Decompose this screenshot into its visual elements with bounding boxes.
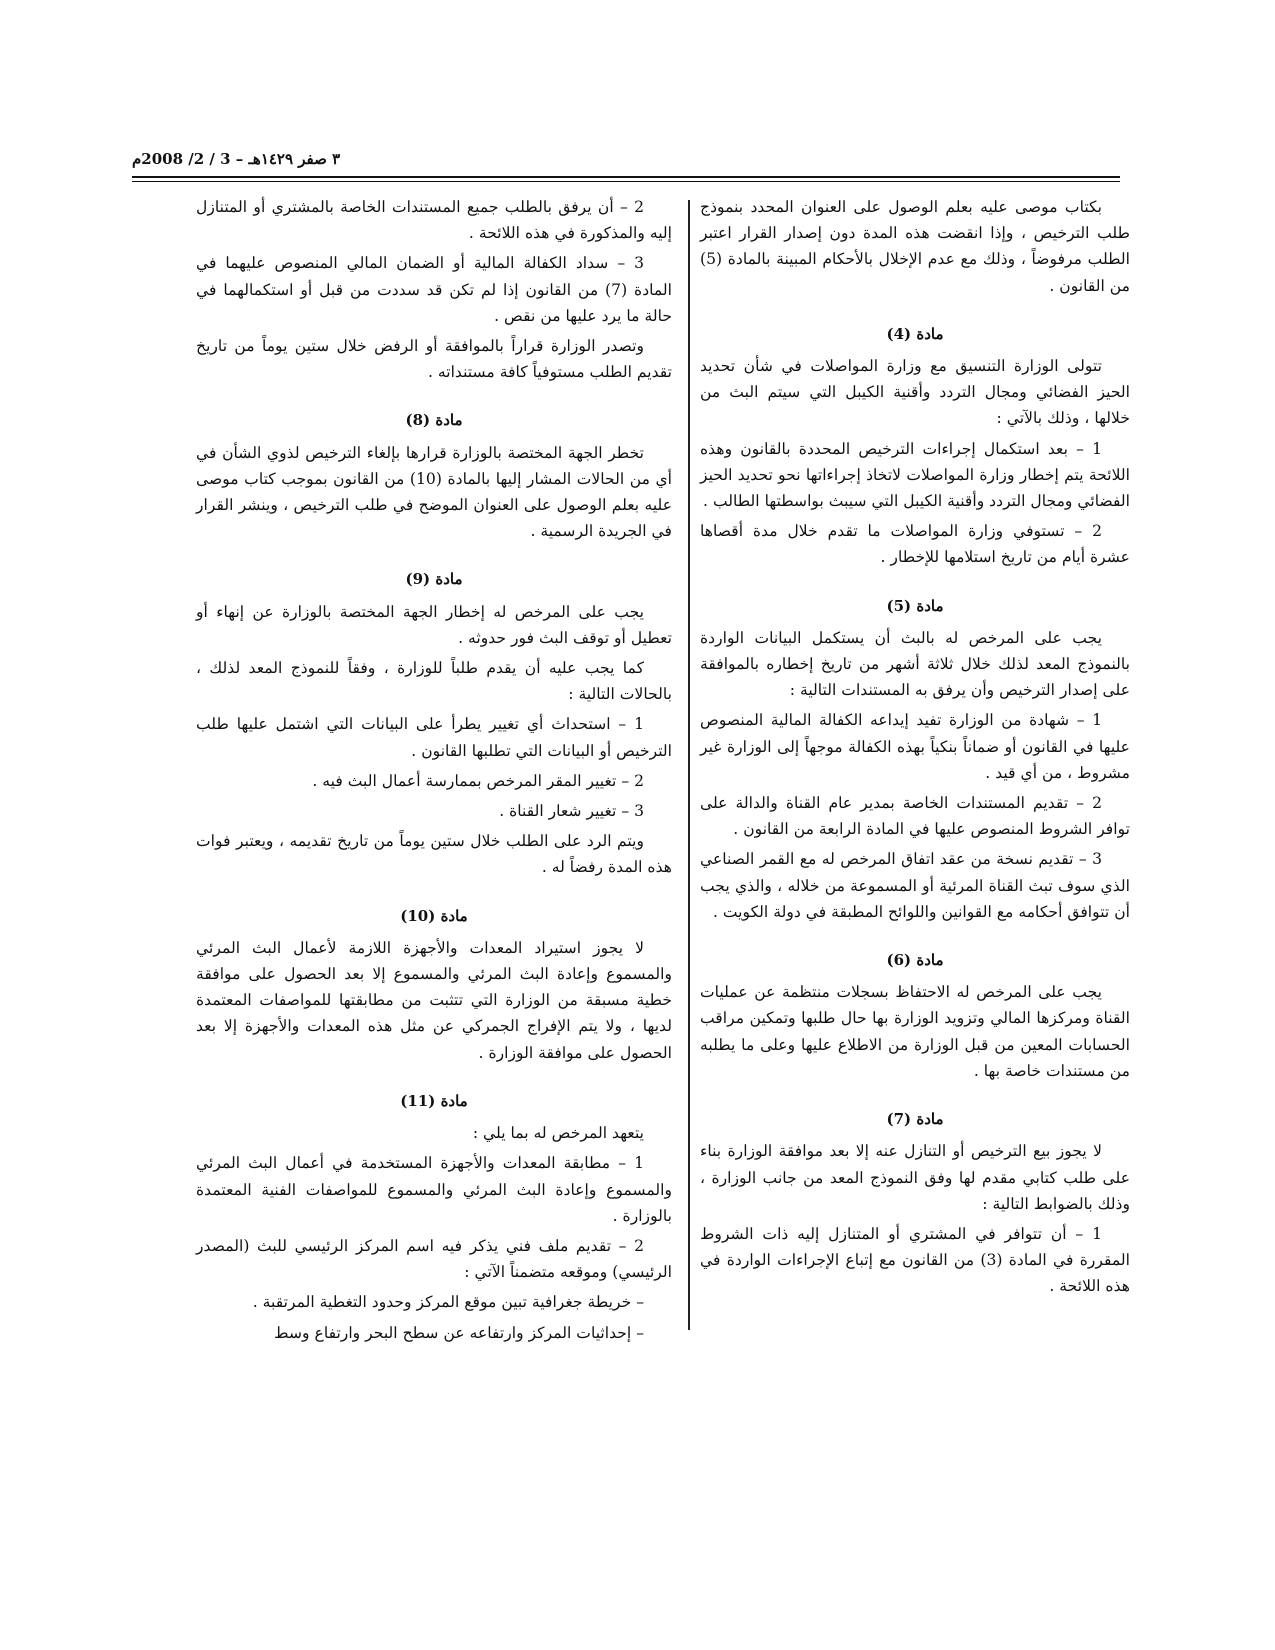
- article-heading: مادة (4): [886, 324, 944, 343]
- paragraph: 3 – سداد الكفالة المالية أو الضمان المالي المنصوص عليهما في المادة (7) من القانون إذا لم تكن قد سددت من قبل أو استكمالهما في حالة ما يرد عليها من نقص .: [196, 254, 672, 325]
- paragraph: 3 – تغيير شعار القناة .: [499, 802, 644, 821]
- paragraph: 2 – تقديم المستندات الخاصة بمدير عام القناة والدالة على توافر الشروط المنصوص عليها في المادة الرابعة من القانون .: [700, 794, 1130, 839]
- article-heading: مادة (9): [405, 570, 463, 589]
- article-heading: مادة (8): [405, 411, 463, 430]
- paragraph: ويتم الرد على الطلب خلال ستين يوماً من تاريخ تقديمه ، ويعتبر فوات هذه المدة رفضاً له .: [196, 832, 672, 877]
- paragraph: 3 – تقديم نسخة من عقد اتفاق المرخص له مع القمر الصناعي الذي سوف تبث القناة المرئية أو المسموعة من خلاله ، والذي يجب أن تتوافق أحكامه مع القوانين واللوائح المطبقة في دولة الكويت .: [700, 850, 1130, 921]
- left-column: [196, 194, 672, 1350]
- right-column: [700, 194, 1130, 1304]
- paragraph: لا يجوز استيراد المعدات والأجهزة اللازمة لأعمال البث المرئي والمسموع وإعادة البث المرئي والمسموع إلا بعد الحصول على موافقة خطية مسبقة من الوزارة التي تتثبت من مطابقتها للمواصفات المعتمدة لديها ، ولا يتم الإفراج الجمركي عن مثل هذه المعدات والأجهزة إلا بعد الحصول على موافقة الوزارة .: [196, 938, 672, 1062]
- article-heading: مادة (10): [400, 906, 468, 925]
- paragraph: 2 – تقديم ملف فني يذكر فيه اسم المركز الرئيسي للبث (المصدر الرئيسي) وموقعه متضمناً الآتي :: [196, 1236, 672, 1282]
- article-heading: مادة (5): [886, 596, 944, 615]
- paragraph: كما يجب عليه أن يقدم طلباً للوزارة ، وفقاً للنموذج المعد لذلك ، بالحالات التالية :: [196, 659, 672, 704]
- paragraph: تتولى الوزارة التنسيق مع وزارة المواصلات في شأن تحديد الحيز الفضائي ومجال التردد وأقنية الكيبل التي سيتم البث من خلالها ، وذلك بالآتي :: [700, 357, 1130, 428]
- paragraph: – خريطة جغرافية تبين موقع المركز وحدود التغطية المرتقبة .: [252, 1293, 644, 1312]
- paragraph: 1 – استحداث أي تغيير يطرأ على البيانات التي اشتمل عليها طلب الترخيص أو البيانات التي تطلبها القانون .: [196, 715, 672, 760]
- paragraph: تخطر الجهة المختصة بالوزارة قرارها بإلغاء الترخيص لذوي الشأن في أي من الحالات المشار إليها بالمادة (10) من القانون بموجب كتاب موصى عليه بعلم الوصول على العنوان الموضح في طلب الترخيص ، وينشر القرار في الجريدة الرسمية .: [196, 443, 672, 541]
- paragraph: 1 – أن تتوافر في المشتري أو المتنازل إليه ذات الشروط المقررة في المادة (3) من القانون مع إتباع الإجراءات الواردة في هذه اللائحة .: [700, 1224, 1130, 1296]
- header-rule-thick: [132, 176, 1120, 178]
- paragraph: 2 – تغيير المقر المرخص بممارسة أعمال البث فيه .: [312, 771, 644, 790]
- paragraph: بكتاب موصى عليه بعلم الوصول على العنوان المحدد بنموذج طلب الترخيص ، وإذا انقضت هذه المدة دون إصدار القرار اعتبر الطلب مرفوضاً ، وذلك مع عدم الإخلال بالأحكام المبينة بالمادة (5) من القانون .: [700, 198, 1130, 295]
- paragraph: يجب على المرخص له الاحتفاظ بسجلات منتظمة عن عمليات القناة ومركزها المالي وتزويد الوزارة بها حال طلبها وتمكين مراقب الحسابات المعين من قبل الوزارة من الاطلاع عليها وعلى ما يطلبه من مستندات خاصة بها .: [700, 983, 1130, 1080]
- paragraph: لا يجوز بيع الترخيص أو التنازل عنه إلا بعد موافقة الوزارة بناء على طلب كتابي مقدم لها وفق النموذج المعد من جانب الوزارة ، وذلك بالضوابط التالية :: [700, 1142, 1131, 1213]
- paragraph: 1 – بعد استكمال إجراءات الترخيص المحددة بالقانون وهذه اللائحة يتم إخطار وزارة المواصلات لاتخاذ إجراءاتها نحو تحديد الحيز الفضائي ومجال التردد وأقنية الكيبل التي سيبث بواسطتها الطالب .: [700, 439, 1130, 511]
- paragraph: 1 – مطابقة المعدات والأجهزة المستخدمة في أعمال البث المرئي والمسموع وإعادة البث المرئي والمسموع للمواصفات الفنية المعتمدة بالوزارة .: [196, 1154, 672, 1225]
- paragraph: 1 – شهادة من الوزارة تفيد إيداعه الكفالة المالية المنصوص عليها في القانون أو ضماناً بنكياً بهذه الكفالة موجهاً إلى الوزارة غير مشروط ، من أي قيد .: [700, 711, 1130, 782]
- paragraph: وتصدر الوزارة قراراً بالموافقة أو الرفض خلال ستين يوماً من تاريخ تقديم الطلب مستوفياً كافة مستنداته .: [196, 337, 672, 382]
- paragraph: يجب على المرخص له إخطار الجهة المختصة بالوزارة عن إنهاء أو تعطيل أو توقف البث فور حدوثه .: [196, 602, 672, 647]
- header-rule-thin: [132, 181, 1120, 182]
- paragraph: يتعهد المرخص له بما يلي :: [472, 1124, 644, 1143]
- article-heading: مادة (7): [886, 1110, 944, 1129]
- column-divider: [688, 200, 690, 1330]
- paragraph: 2 – تستوفي وزارة المواصلات ما تقدم خلال مدة أقصاها عشرة أيام من تاريخ استلامها للإخطار .: [700, 522, 1130, 567]
- paragraph: 2 – أن يرفق بالطلب جميع المستندات الخاصة بالمشتري أو المتنازل إليه والمذكورة في هذه اللائحة .: [196, 198, 672, 243]
- paragraph: – إحداثيات المركز وارتفاعه عن سطح البحر وارتفاع وسط: [274, 1323, 644, 1342]
- header-date-line: ٣ صفر ١٤٢٩هـ – 3 / 2/ 2008م: [132, 150, 341, 168]
- article-heading: مادة (6): [886, 951, 944, 970]
- paragraph: يجب على المرخص له بالبث أن يستكمل البيانات الواردة بالنموذج المعد لذلك خلال ثلاثة أشهر من تاريخ إخطاره بالموافقة على إصدار الترخيص وأن يرفق به المستندات التالية :: [700, 628, 1130, 700]
- page-header: [132, 150, 1120, 170]
- article-heading: مادة (11): [400, 1091, 468, 1110]
